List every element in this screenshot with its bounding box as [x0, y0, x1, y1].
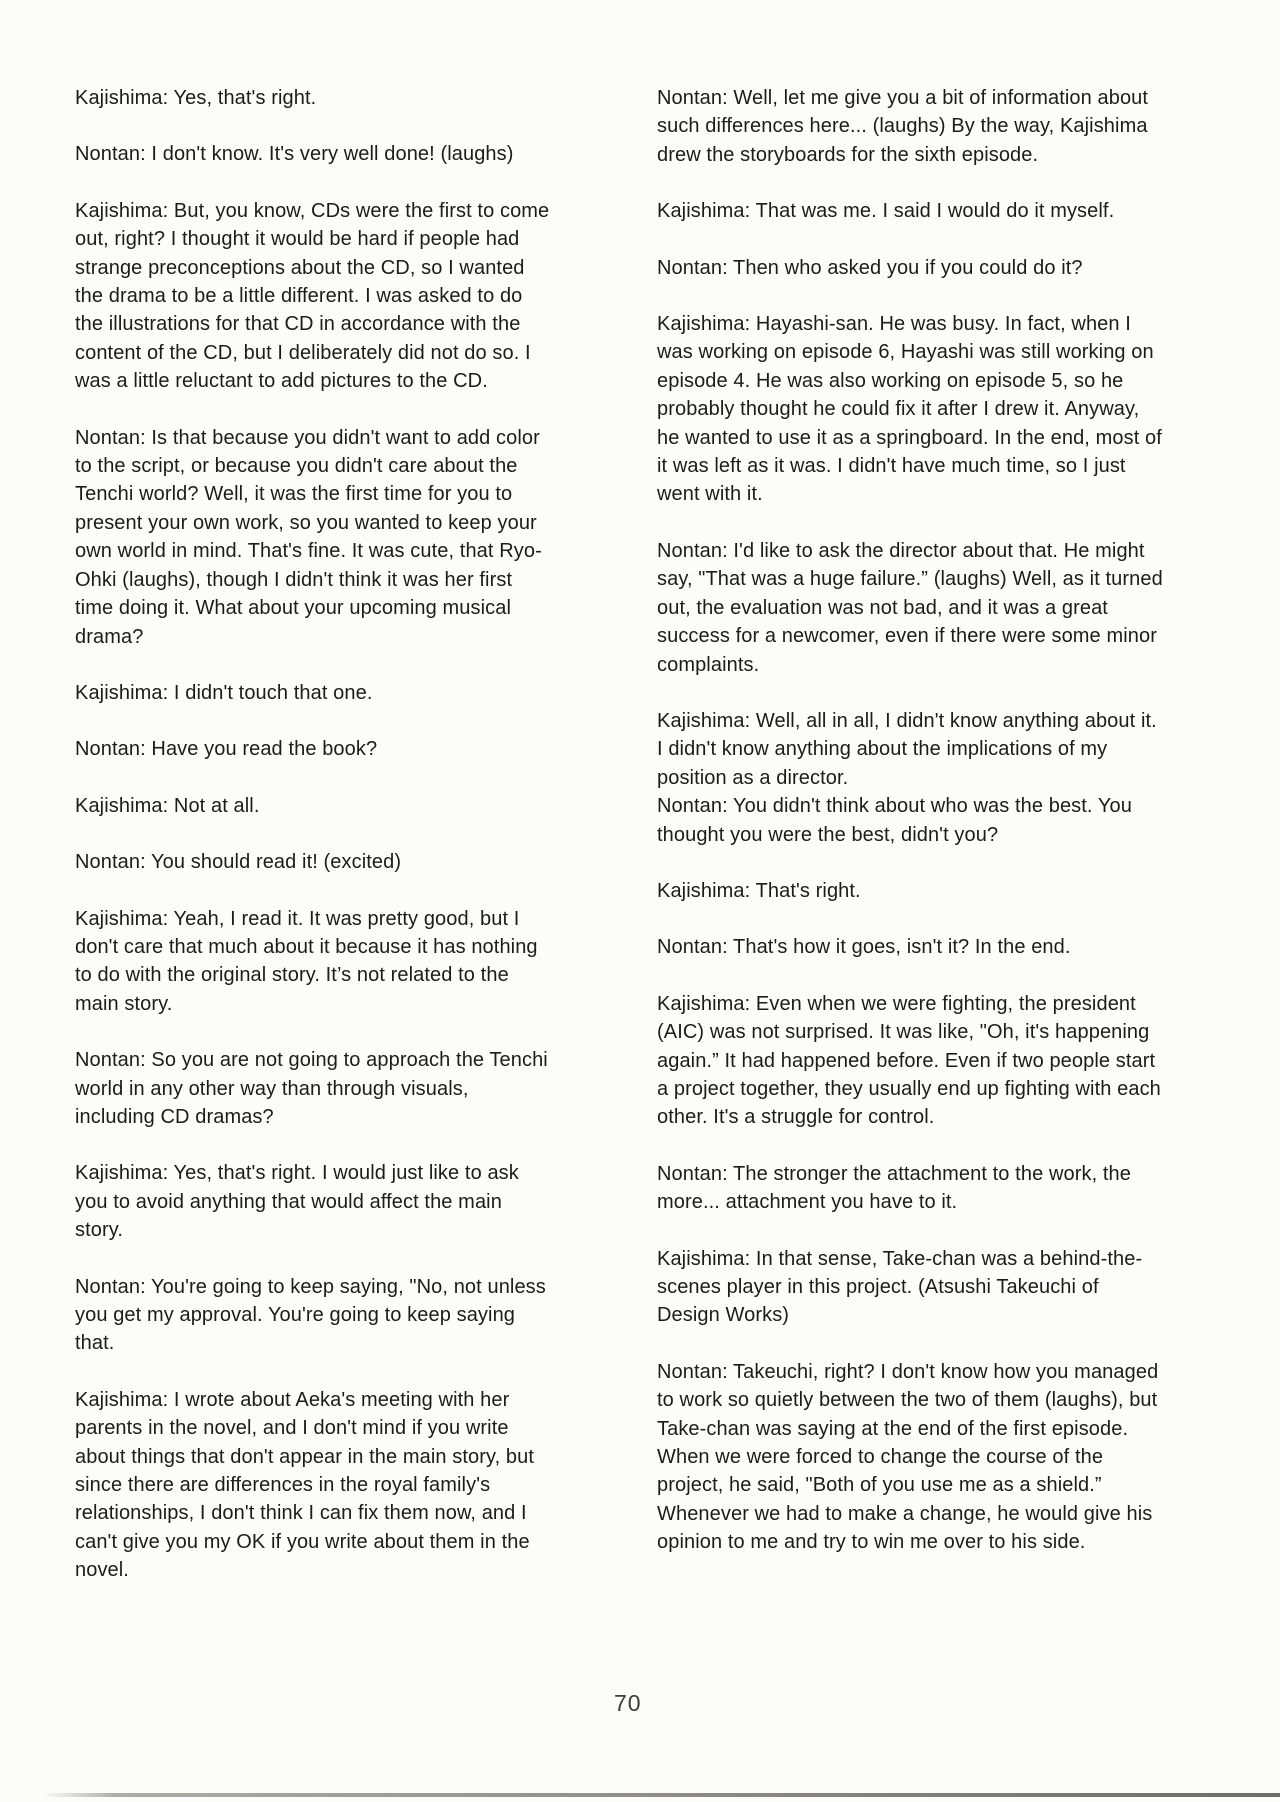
interview-paragraph: Nontan: So you are not going to approach the Tenchi world in any other way than through visuals, including CD dramas? — [75, 1049, 548, 1128]
scan-edge-line — [42, 1793, 1280, 1797]
interview-paragraph: Nontan: The stronger the attachment to the work, the more... attachment you have to it. — [657, 1162, 1131, 1214]
interview-paragraph: Kajishima: Yes, that's right. I would just like to ask you to avoid anything that would affect the main story. — [75, 1162, 519, 1242]
right-text-column — [657, 84, 1165, 1585]
interview-paragraph: Kajishima: That's right. — [657, 879, 861, 902]
interview-paragraph: Nontan: You're going to keep saying, "No, not unless you get my approval. You're going to keep saying that. — [75, 1275, 546, 1355]
interview-paragraph: Kajishima: Yes, that's right. — [75, 87, 317, 109]
interview-paragraph: Kajishima: Yeah, I read it. It was pretty good, but I don't care that much about it because it has nothing to do with the original story. It’s not related to the main story. — [75, 907, 538, 1015]
interview-paragraph: Kajishima: But, you know, CDs were the first to come out, right? I thought it would be hard if people had strange preconceptions about the CD, so I wanted the drama to be a little different. I was asked to do the illustrations for that CD in accordance with the content of the CD, but I deliberately did not do so. I was a little reluctant to add pictures to the CD. — [75, 199, 550, 393]
page-number: 70 — [614, 1690, 642, 1716]
interview-paragraph: Kajishima: I wrote about Aeka's meeting with her parents in the novel, and I don't mind if you write about things that don't appear in the main story, but since there are differences in the royal family's relationships, I don't think I can fix them now, and I can't give you my OK if you write about them in the novel. — [75, 1388, 535, 1582]
interview-paragraph: Nontan: Then who asked you if you could do it? — [657, 256, 1083, 279]
interview-paragraph: Nontan: Well, let me give you a bit of information about such differences here... (laughs) By the way, Kajishima drew the storyboards for the sixth episode. — [657, 87, 1149, 166]
interview-paragraph: Nontan: I don't know. It's very well done! (laughs) — [75, 143, 514, 166]
interview-paragraph: Kajishima: Well, all in all, I didn't know anything about it. I didn't know anything about the implications of my position as a director. Nontan: You didn't think about who was the best. You thought you were the best, didn't you? — [657, 709, 1157, 846]
interview-paragraph: Nontan: I'd like to ask the director about that. He might say, "That was a huge failure.” (laughs) Well, as it turned out, the evaluation was not bad, and it was a great success for a newcomer, even if there were some minor complaints. — [657, 539, 1163, 676]
interview-paragraph: Nontan: Have you read the book? — [75, 738, 378, 761]
interview-paragraph: Nontan: You should read it! (excited) — [75, 851, 402, 874]
interview-paragraph: Kajishima: I didn't touch that one. — [75, 681, 373, 704]
interview-paragraph: Nontan: Is that because you didn't want to add color to the script, or because you didn't care about the Tenchi world? Well, it was the first time for you to present your own work, so you wanted to keep your own world in mind. That's fine. It was cute, that Ryo-Ohki (laughs), though I didn't think it was her first time doing it. What about your upcoming musical drama? — [75, 426, 542, 648]
interview-paragraph: Nontan: Takeuchi, right? I don't know how you managed to work so quietly between the two of them (laughs), but Take-chan was saying at the end of the first episode. When we were forced to change the course of the project, he said, "Both of you use me as a shield.” Whenever we had to make a change, he would give his opinion to me and try to win me over to his side. — [657, 1360, 1159, 1554]
interview-paragraph: Kajishima: Not at all. — [75, 794, 260, 817]
interview-paragraph: Nontan: That's how it goes, isn't it? In the end. — [657, 936, 1071, 959]
interview-paragraph: Kajishima: In that sense, Take-chan was a behind-the-scenes player in this project. (Atsushi Takeuchi of Design Works) — [657, 1247, 1143, 1327]
interview-paragraph: Kajishima: That was me. I said I would do it myself. — [657, 200, 1115, 223]
interview-paragraph: Kajishima: Even when we were fighting, the president (AIC) was not surprised. It was like, "Oh, it's happening again.” It had happened before. Even if two people start a project together, they usually end up fighting with each other. It's a struggle for control. — [657, 992, 1161, 1129]
interview-paragraph: Kajishima: Hayashi-san. He was busy. In fact, when I was working on episode 6, Hayashi was still working on episode 4. He was also working on episode 5, so he probably thought he could fix it after I drew it. Anyway, he wanted to use it as a springboard. In the end, most of it was left as it was. I didn't have much time, so I just went with it. — [657, 313, 1162, 506]
left-text-column — [75, 84, 553, 1613]
